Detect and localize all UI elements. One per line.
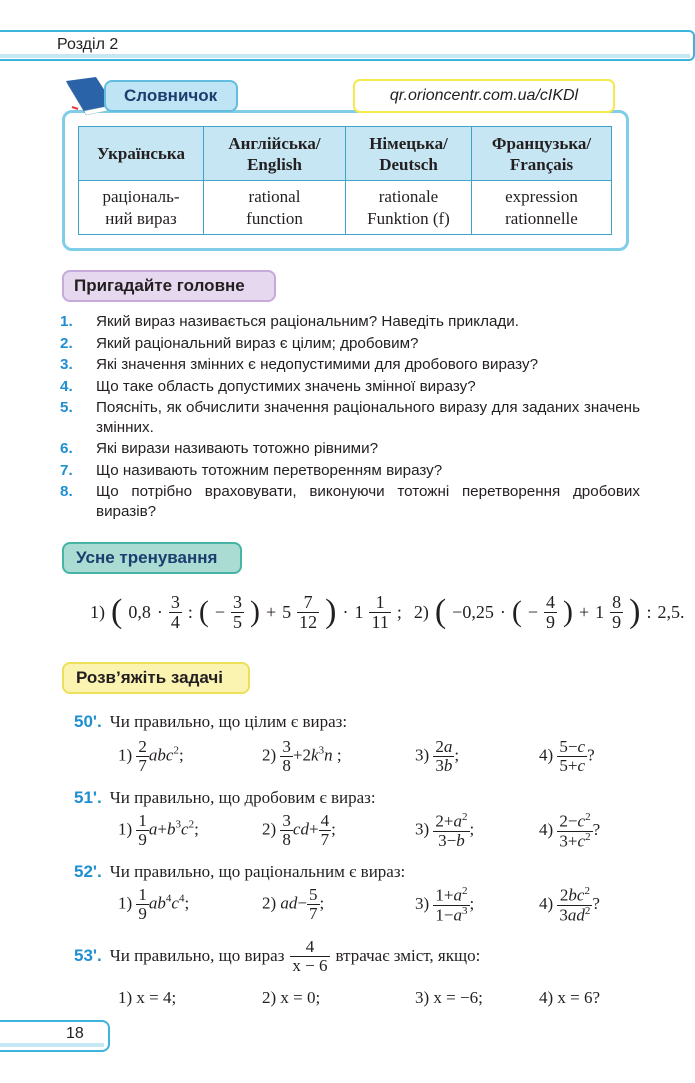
remember-title: Пригадайте головне (62, 270, 276, 302)
question-number: 6. (60, 440, 73, 457)
problem-53-option-1: 1) x = 4; (118, 988, 177, 1007)
question-text: Який раціональний вираз є цілим; дробовим? (96, 334, 419, 352)
question-text: Поясніть, як обчислити значення раціонального виразу для заданих значень змінних. (96, 399, 640, 436)
problem-50-option-4: 4) $\frac{5-c}{5+c}$ ? (539, 737, 595, 775)
list-item (60, 312, 640, 332)
question-text: Які вирази називають тотожно рівними? (96, 440, 379, 457)
footer-underline (0, 1023, 104, 1047)
oral-ex1-label: 1) (90, 601, 105, 622)
dict-header-ukrainian: Українська (79, 127, 204, 181)
question-number: 2. (60, 334, 73, 352)
list-item (60, 334, 640, 354)
problem-52: 52'. Чи правильно, що раціональним є вираз: (74, 862, 406, 881)
problem-50-option-3: 3) $\frac{2a}{3b}$ ; (415, 737, 460, 775)
problem-51-option-4: 4) $\frac{2-c^2}{3+c^2}$ ? (539, 811, 601, 851)
problem-53-option-2: 2) x = 0; (262, 988, 321, 1007)
dict-header-german: Німецька/ Deutsch (346, 127, 472, 181)
problem-51-option-3: 3) $\frac{2+a^2}{3-b}$ ; (415, 811, 475, 850)
question-text: Що потрібно враховувати, виконуючи тотожні перетворення дробових виразів? (96, 483, 640, 520)
problem-52-option-1: 1) $\frac{1}{9}$ $ab^4c^4$; (118, 885, 190, 923)
list-item (60, 377, 640, 397)
question-number: 4. (60, 377, 73, 395)
question-number: 5. (60, 399, 73, 416)
question-list (60, 312, 640, 523)
question-text: Що називають тотожним перетворенням виразу? (96, 461, 443, 479)
list-item (60, 461, 640, 481)
problem-52-option-3: 3) $\frac{1+a^2}{1-a^3}$ ; (415, 885, 475, 925)
problem-51-option-2: 2) $\frac{3}{8}$ cd+ $\frac{4}{7}$ ; (262, 811, 336, 849)
dict-header-english: Англійська/ English (204, 127, 346, 181)
page-number: 18 (66, 1025, 84, 1042)
problem-53: 53'. Чи правильно, що вираз $\frac{4}{x - 6}$ втрачає зміст, якщо: (74, 937, 481, 975)
question-text: Які значення змінних є недопустимими для дробового виразу? (96, 356, 539, 373)
question-number: 3. (60, 356, 73, 373)
list-item (60, 482, 640, 521)
solve-title: Розв’яжіть задачі (62, 662, 250, 694)
dictionary-title: Словничок (104, 80, 238, 112)
oral-ex1-a: 0,8 (128, 601, 151, 622)
problem-50-option-1: 1) $\frac{2}{7}$ abc$^2$; (118, 737, 184, 775)
qr-link[interactable]: qr.orioncentr.com.ua/cIKDl (353, 79, 615, 113)
dict-cell-french: expression rationnelle (472, 181, 612, 235)
oral-training-title: Усне тренування (62, 542, 242, 574)
question-number: 8. (60, 483, 73, 500)
problem-52-option-2: 2) ad− $\frac{5}{7}$ ; (262, 885, 325, 923)
oral-ex2-label: 2) (413, 601, 429, 622)
list-item (60, 355, 640, 375)
question-number: 7. (60, 461, 73, 479)
dict-cell-english: rational function (204, 181, 346, 235)
problem-51-option-1: 1) $\frac{1}{9}$ $a+b^3c^2$; (118, 811, 199, 849)
dictionary-table (78, 126, 612, 235)
section-title: Розділ 2 (57, 36, 119, 53)
dict-cell-german: rationale Funktion (f) (346, 181, 472, 235)
question-text: Що таке область допустимих значень змінної виразу? (96, 377, 476, 395)
list-item (60, 398, 640, 437)
question-number: 1. (60, 313, 73, 330)
oral-exercises: 1) ( 0,8 · $\frac{3}{4}$ : ( − $\frac{3}{5}$ ) + 5 $\frac{7}{12}$ ) · 1 $\frac{1}{11}$ ; 2) ( −0,25 · ( − $\frac{4}{9}$ ) + 1 $\frac{8}{9}$ ) : 2,5. (90, 591, 685, 632)
problem-50-option-2: 2) $\frac{3}{8}$ $+2k^3n$ ; (262, 737, 342, 775)
list-item (60, 439, 640, 459)
problem-53-option-3: 3) x = −6; (415, 988, 483, 1007)
problem-51: 51'. Чи правильно, що дробовим є вираз: (74, 788, 376, 807)
dict-cell-ukrainian: раціональ- ний вираз (79, 181, 204, 235)
question-text: Який вираз називається раціональним? Наведіть приклади. (96, 313, 519, 330)
problem-53-option-4: 4) x = 6? (539, 988, 601, 1007)
problem-52-option-4: 4) $\frac{2bc^2}{3ad^2}$ ? (539, 885, 600, 925)
dict-header-french: Французька/ Français (472, 127, 612, 181)
problem-50: 50'. Чи правильно, що цілим є вираз: (74, 712, 348, 731)
